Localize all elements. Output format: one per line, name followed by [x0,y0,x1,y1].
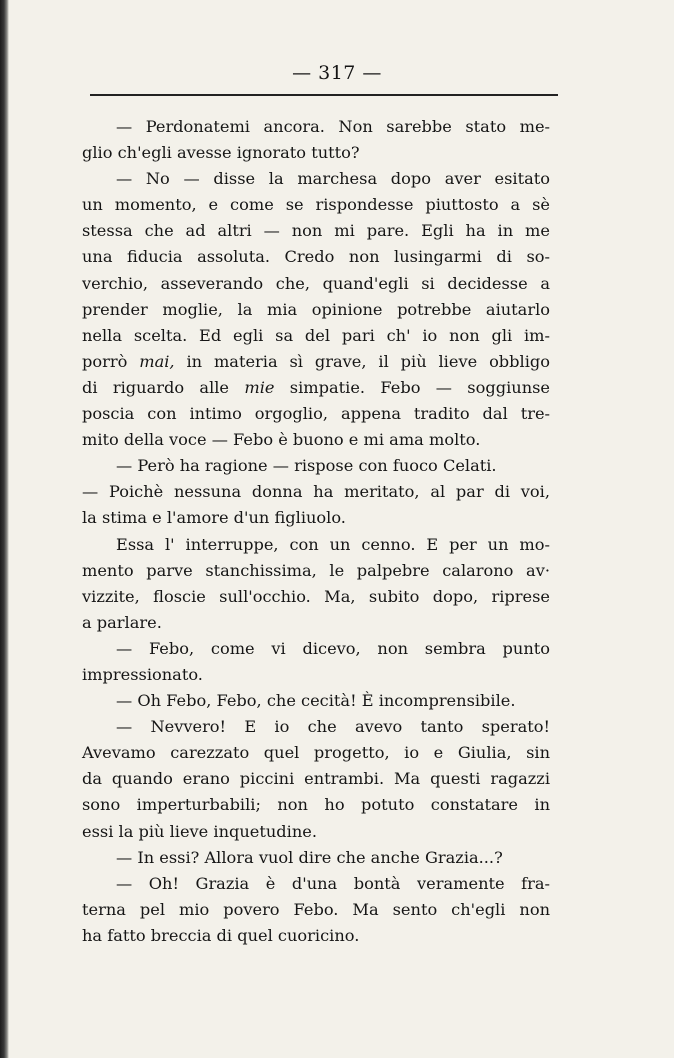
text-line: da quando erano piccini entrambi. Ma questi ragazzi [82,769,550,789]
text-line: terna pel mio povero Febo. Ma sento ch'egli non [82,899,550,919]
header-rule [90,94,558,96]
text-line: — Però ha ragione — rispose con fuoco Celati. [116,456,497,476]
text-line: essi la più lieve inquetudine. [82,821,317,841]
text-line: — Oh Febo, Febo, che cecità! È incomprensibile. [116,691,516,711]
text-line [82,375,550,401]
text-line: Avevamo carezzato quel progetto, io e Giulia, sin [82,743,550,763]
body-text [82,114,550,949]
page-number: — 317 — [292,62,382,84]
italic-word: mai, [139,351,175,371]
text-line: un momento, e come se rispondesse piuttosto a sè [82,195,550,215]
text-line: una fiducia assoluta. Credo non lusingarmi di so- [82,247,550,267]
text-segment: porrò [82,351,140,371]
text-line: verchio, asseverando che, quand'egli si decidesse a [82,273,550,293]
text-line: — In essi? Allora vuol dire che anche Grazia...? [116,847,503,867]
text-line: Essa l' interruppe, con un cenno. E per un mo- [116,534,550,554]
text-segment: di riguardo alle [82,377,245,397]
italic-word: mie [244,377,275,397]
text-line: la stima e l'amore d'un figliuolo. [82,508,346,528]
text-line: — Nevvero! E io che avevo tanto sperato! [116,717,550,737]
text-line: — Perdonatemi ancora. Non sarebbe stato me- [116,117,550,136]
text-line: vizzite, floscie sull'occhio. Ma, subito dopo, riprese [82,586,550,606]
text-line: — Oh! Grazia è d'una bontà veramente fra- [116,873,550,893]
text-line: — Poichè nessuna donna ha meritato, al par di voi, [82,482,550,502]
text-line: poscia con intimo orgoglio, appena tradito dal tre- [82,404,550,424]
text-segment: in materia sì grave, il più lieve obbligo [174,351,550,371]
text-line: — No — disse la marchesa dopo aver esitato [116,169,550,189]
text-line: glio ch'egli avesse ignorato tutto? [82,143,360,163]
text-segment: simpatie. Febo — soggiunse [274,377,551,397]
text-line [82,349,550,375]
text-line: — Febo, come vi dicevo, non sembra punto [116,638,550,658]
text-line: ha fatto breccia di quel cuoricino. [82,925,360,945]
text-line: mento parve stanchissima, le palpebre calarono av· [82,560,550,580]
text-line: sono imperturbabili; non ho potuto constatare in [82,795,550,815]
text-line: a parlare. [82,612,162,632]
text-line: impressionato. [82,664,203,684]
binding-edge [0,0,9,1058]
text-line: stessa che ad altri — non mi pare. Egli ha in me [82,221,550,241]
text-line: nella scelta. Ed egli sa del pari ch' io non gli im- [82,325,550,345]
text-line: prender moglie, la mia opinione potrebbe aiutarlo [82,299,550,319]
text-line: mito della voce — Febo è buono e mi ama molto. [82,430,481,450]
